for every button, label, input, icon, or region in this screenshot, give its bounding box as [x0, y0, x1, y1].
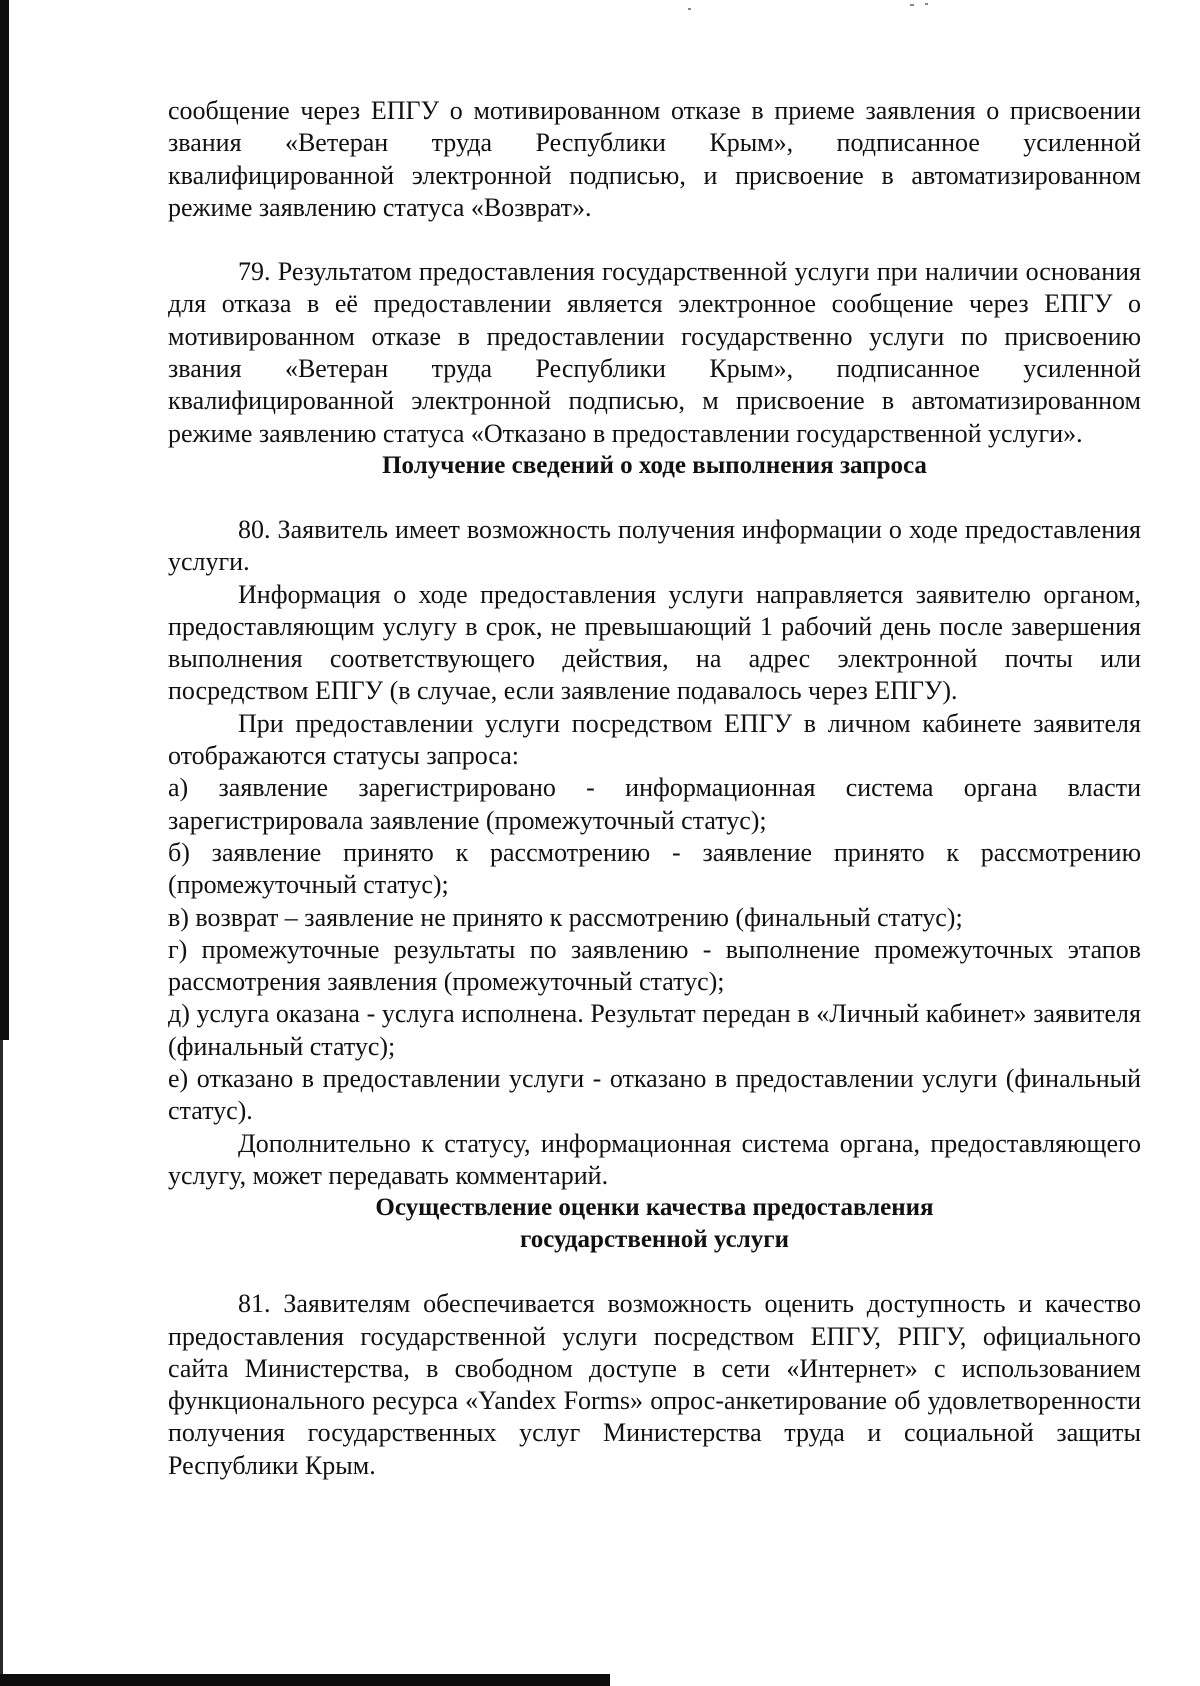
- paragraph-81: 81. Заявителям обеспечивается возможность оценить доступность и качество предоставления государственной услуги посредством ЕПГУ, РПГУ, официального сайта Министерства, в свободном доступе в сети «Интернет» с использованием функционального ресурса «Yandex Forms» опрос-анкетирование об удовлетворенности получения государственных услуг Министерства труда и социальной защиты Республики Крым.: [168, 1289, 1141, 1480]
- paragraph-continuation: сообщение через ЕПГУ о мотивированном отказе в приеме заявления о присвоении звания «Ветеран труда Республики Крым», подписанное усиленной квалифицированной электронной подписью, и присвоение в автоматизированном режиме заявлению статуса «Возврат».: [168, 96, 1141, 222]
- scan-speck: [925, 3, 928, 5]
- status-item: д) услуга оказана - услуга исполнена. Результат передан в «Личный кабинет» заявителя (финальный статус);: [168, 999, 1141, 1061]
- scan-speck: [688, 8, 691, 10]
- status-item: е) отказано в предоставлении услуги - отказано в предоставлении услуги (финальный статус).: [168, 1064, 1141, 1126]
- paragraph-additional: Дополнительно к статусу, информационная система органа, предоставляющего услугу, может передавать комментарий.: [168, 1128, 1141, 1190]
- scan-border-bottom: [0, 1674, 610, 1686]
- section-heading-quality: [168, 1192, 1141, 1256]
- status-list: [168, 772, 1141, 1127]
- paragraph-statuses-intro: При предоставлении услуги посредством ЕПГУ в личном кабинете заявителя отображаются статусы запроса:: [168, 708, 1141, 771]
- scan-border-left: [0, 0, 9, 1040]
- status-item: г) промежуточные результаты по заявлению - выполнение промежуточных этапов рассмотрения заявления (промежуточный статус);: [168, 934, 1141, 997]
- paragraph-79: 79. Результатом предоставления государственной услуги при наличии основания для отказа в её предоставлении является электронное сообщение через ЕПГУ о мотивированном отказе в предоставлении государственно услуги по присвоению звания «Ветеран труда Республики Крым», подписанное усиленной квалифицированной электронной подписью, м присвоение в автоматизированном режиме заявлению статуса «Отказано в предоставлении государственной услуги».: [168, 257, 1141, 448]
- scan-speck: [910, 4, 914, 6]
- paragraph-80: 80. Заявитель имеет возможность получения информации о ходе предоставления услуги.: [168, 514, 1141, 577]
- status-item: в) возврат – заявление не принято к рассмотрению (финальный статус);: [168, 902, 963, 932]
- status-item: а) заявление зарегистрировано - информационная система органа власти зарегистрировала заявление (промежуточный статус);: [168, 773, 1141, 835]
- paragraph-info: Информация о ходе предоставления услуги направляется заявителю органом, предоставляющим услугу в срок, не превышающий 1 рабочий день после завершения выполнения соответствующего действия, на адрес электронной почты или посредством ЕПГУ (в случае, если заявление подавалось через ЕПГУ).: [168, 579, 1141, 706]
- scan-border-left-thin: [0, 1040, 3, 1686]
- section-heading-quality-line1: Осуществление оценки качества предоставления: [375, 1194, 934, 1222]
- section-heading-request-status: Получение сведений о ходе выполнения запроса: [382, 451, 927, 479]
- document-page: [168, 95, 1141, 1482]
- status-item: б) заявление принято к рассмотрению - заявление принято к рассмотрению (промежуточный статус);: [168, 837, 1141, 900]
- section-heading-quality-line2: государственной услуги: [519, 1226, 790, 1254]
